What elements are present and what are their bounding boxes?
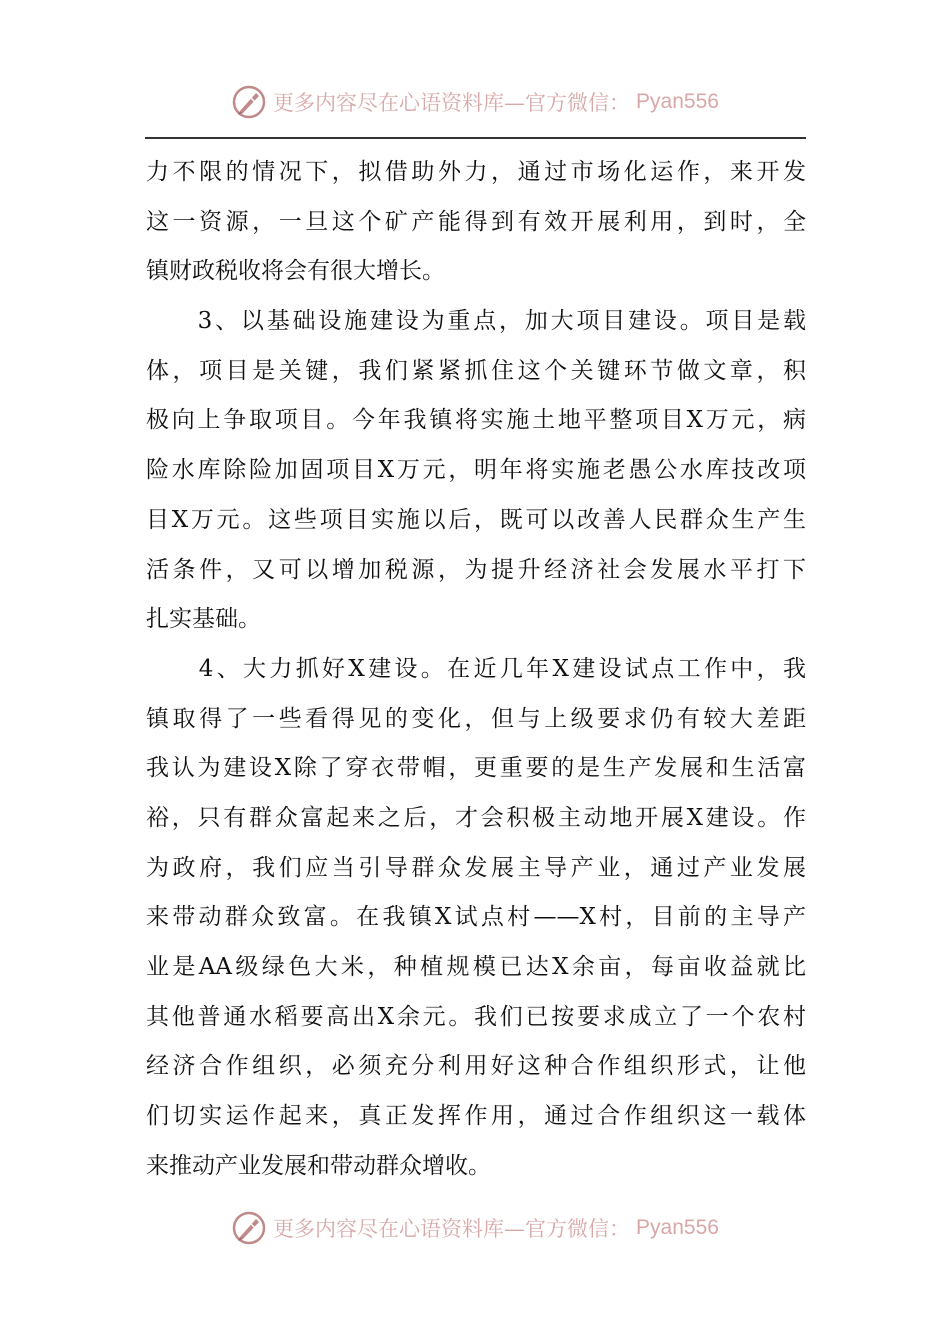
text-line: 力不限的情况下，拟借助外力，通过市场化运作，来开发: [146, 159, 806, 185]
header-divider: [145, 137, 806, 139]
text-line: 来带动群众致富。在我镇X试点村——X村，目前的主导产: [146, 904, 806, 931]
text-line: 其他普通水稻要高出X余元。我们已按要求成立了一个农村: [146, 1003, 806, 1030]
header-wechat-handle: Pyan556: [636, 90, 719, 113]
banner-content: [231, 84, 719, 120]
text-line: 体，项目是关键，我们紧紧抓住这个关键环节做文章，积: [146, 357, 806, 384]
text-line: 经济合作组织，必须充分利用好这种合作组织形式，让他: [146, 1053, 806, 1080]
text-line: 们切实运作起来，真正发挥作用，通过合作组织这一载体: [146, 1103, 806, 1130]
quill-logo-icon: [231, 1210, 267, 1246]
text-line: 我认为建设X除了穿衣带帽，更重要的是生产发展和生活富: [146, 755, 806, 782]
body-text: [146, 148, 806, 1191]
text-line: 为政府，我们应当引导群众发展主导产业，通过产业发展: [146, 854, 806, 881]
text-line: 扎实基础。: [146, 606, 261, 633]
text-line: 裕，只有群众富起来之后，才会积极主动地开展X建设。作: [146, 804, 806, 831]
text-line: 业是AA级绿色大米，种植规模已达X余亩，每亩收益就比: [146, 954, 806, 980]
text-line: 镇财政税收将会有很大增长。: [146, 258, 445, 285]
text-line: 极向上争取项目。今年我镇将实施土地平整项目X万元，病: [146, 407, 806, 434]
text-line: 活条件，又可以增加税源，为提升经济社会发展水平打下: [146, 556, 806, 583]
page-footer-banner: [0, 1210, 950, 1250]
footer-site-text: 更多内容尽在心语资料库—官方微信：: [273, 1217, 631, 1241]
page-header-banner: [0, 84, 950, 124]
text-line: 来推动产业发展和带动群众增收。: [146, 1152, 491, 1179]
text-line: 险水库除险加固项目X万元，明年将实施老愚公水库技改项: [146, 457, 806, 484]
footer-wechat-handle: Pyan556: [636, 1216, 719, 1239]
quill-logo-icon: [231, 84, 267, 120]
text-line: 3、以基础设施建设为重点，加大项目建设。项目是载: [146, 308, 806, 335]
text-line: 4、大力抓好X建设。在近几年X建设试点工作中，我: [146, 655, 806, 682]
text-line: 这一资源，一旦这个矿产能得到有效开展利用，到时，全: [146, 208, 806, 235]
text-line: 镇取得了一些看得见的变化，但与上级要求仍有较大差距: [146, 705, 806, 732]
banner-content: [231, 1210, 719, 1246]
header-site-text: 更多内容尽在心语资料库—官方微信：: [273, 91, 631, 115]
text-line: 目X万元。这些项目实施以后，既可以改善人民群众生产生: [146, 506, 806, 533]
